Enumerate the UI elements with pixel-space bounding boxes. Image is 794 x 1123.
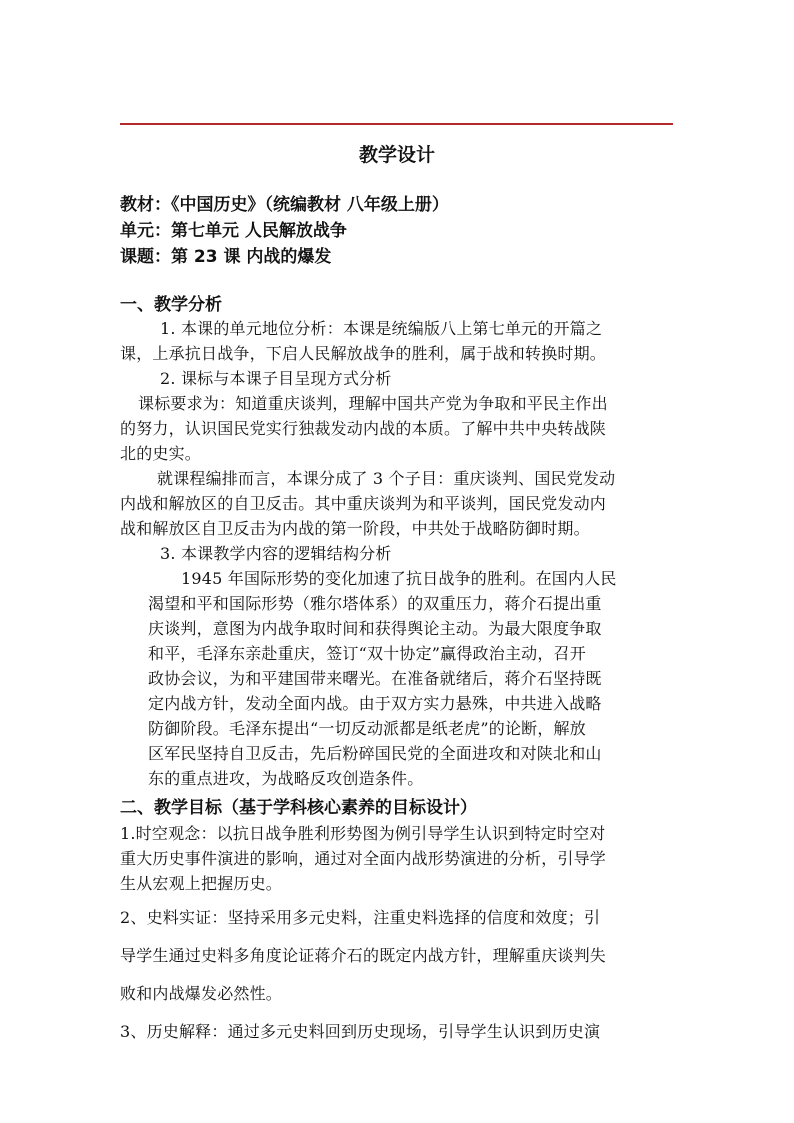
section-heading-analysis: 一、教学分析 [120, 295, 222, 315]
goal-line: 3、历史解释：通过多元史料回到历史现场，引导学生认识到历史演 [120, 1022, 601, 1041]
paragraph-line: 北的史实。 [120, 444, 202, 463]
paragraph-line: 和平，毛泽东亲赴重庆，签订“双十协定”赢得政治主动，召开 [148, 644, 586, 663]
page-title: 教学设计 [358, 144, 435, 166]
goal-line: 2、史料实证：坚持采用多元史料，注重史料选择的信度和效度；引 [120, 908, 601, 927]
paragraph-line: 防御阶段。毛泽东提出“一切反动派都是纸老虎”的论断，解放 [148, 719, 586, 738]
paragraph-line: 区军民坚持自卫反击，先后粉碎国民党的全面进攻和对陕北和山 [148, 744, 602, 763]
paragraph-line: 内战和解放区的自卫反击。其中重庆谈判为和平谈判，国民党发动内 [120, 494, 607, 513]
paragraph-line: 战和解放区自卫反击为内战的第一阶段，中共处于战略防御时期。 [120, 519, 590, 538]
textbook-line: 教材：《中国历史》（统编教材 八年级上册） [120, 195, 449, 215]
paragraph-line: 东的重点进攻，为战略反攻创造条件。 [148, 769, 424, 788]
paragraph-line: 定内战方针，发动全面内战。由于双方实力悬殊，中共进入战略 [148, 694, 602, 713]
paragraph-line: 就课程编排而言，本课分成了 3 个子目：重庆谈判、国民党发动 [157, 469, 616, 488]
paragraph-line: 渴望和平和国际形势（雅尔塔体系）的双重压力，蒋介石提出重 [148, 594, 602, 613]
goal-line: 生从宏观上把握历史。 [120, 874, 283, 893]
section-heading-objectives: 二、教学目标（基于学科核心素养的目标设计） [120, 798, 477, 818]
goal-line: 重大历史事件演进的影响，通过对全面内战形势演进的分析，引导学 [120, 849, 607, 868]
paragraph-line: 1945 年国际形势的变化加速了抗日战争的胜利。在国内人民 [181, 569, 617, 588]
paragraph-line: 2. 课标与本课子目呈现方式分析 [160, 369, 392, 388]
goal-line: 败和内战爆发必然性。 [120, 984, 283, 1003]
paragraph-line: 1. 本课的单元地位分析：本课是统编版八上第七单元的开篇之 [160, 319, 603, 338]
header-rule [120, 123, 673, 125]
paragraph-line: 课标要求为：知道重庆谈判，理解中国共产党为争取和平民主作出 [138, 394, 608, 413]
paragraph-line: 3. 本课教学内容的逻辑结构分析 [160, 544, 392, 563]
goal-line: 导学生通过史料多角度论证蒋介石的既定内战方针，理解重庆谈判失 [120, 946, 607, 965]
paragraph-line: 政协会议，为和平建国带来曙光。在准备就绪后，蒋介石坚持既 [148, 669, 602, 688]
unit-line: 单元：第七单元 人民解放战争 [120, 221, 347, 241]
goal-line: 1.时空观念：以抗日战争胜利形势图为例引导学生认识到特定时空对 [120, 824, 606, 843]
paragraph-line: 庆谈判，意图为内战争取时间和获得舆论主动。为最大限度争取 [148, 619, 602, 638]
lesson-line: 课题：第 23 课 内战的爆发 [120, 247, 332, 267]
paragraph-line: 课，上承抗日战争，下启人民解放战争的胜利，属于战和转换时期。 [120, 344, 607, 363]
paragraph-line: 的努力，认识国民党实行独裁发动内战的本质。了解中共中央转战陕 [120, 419, 607, 438]
